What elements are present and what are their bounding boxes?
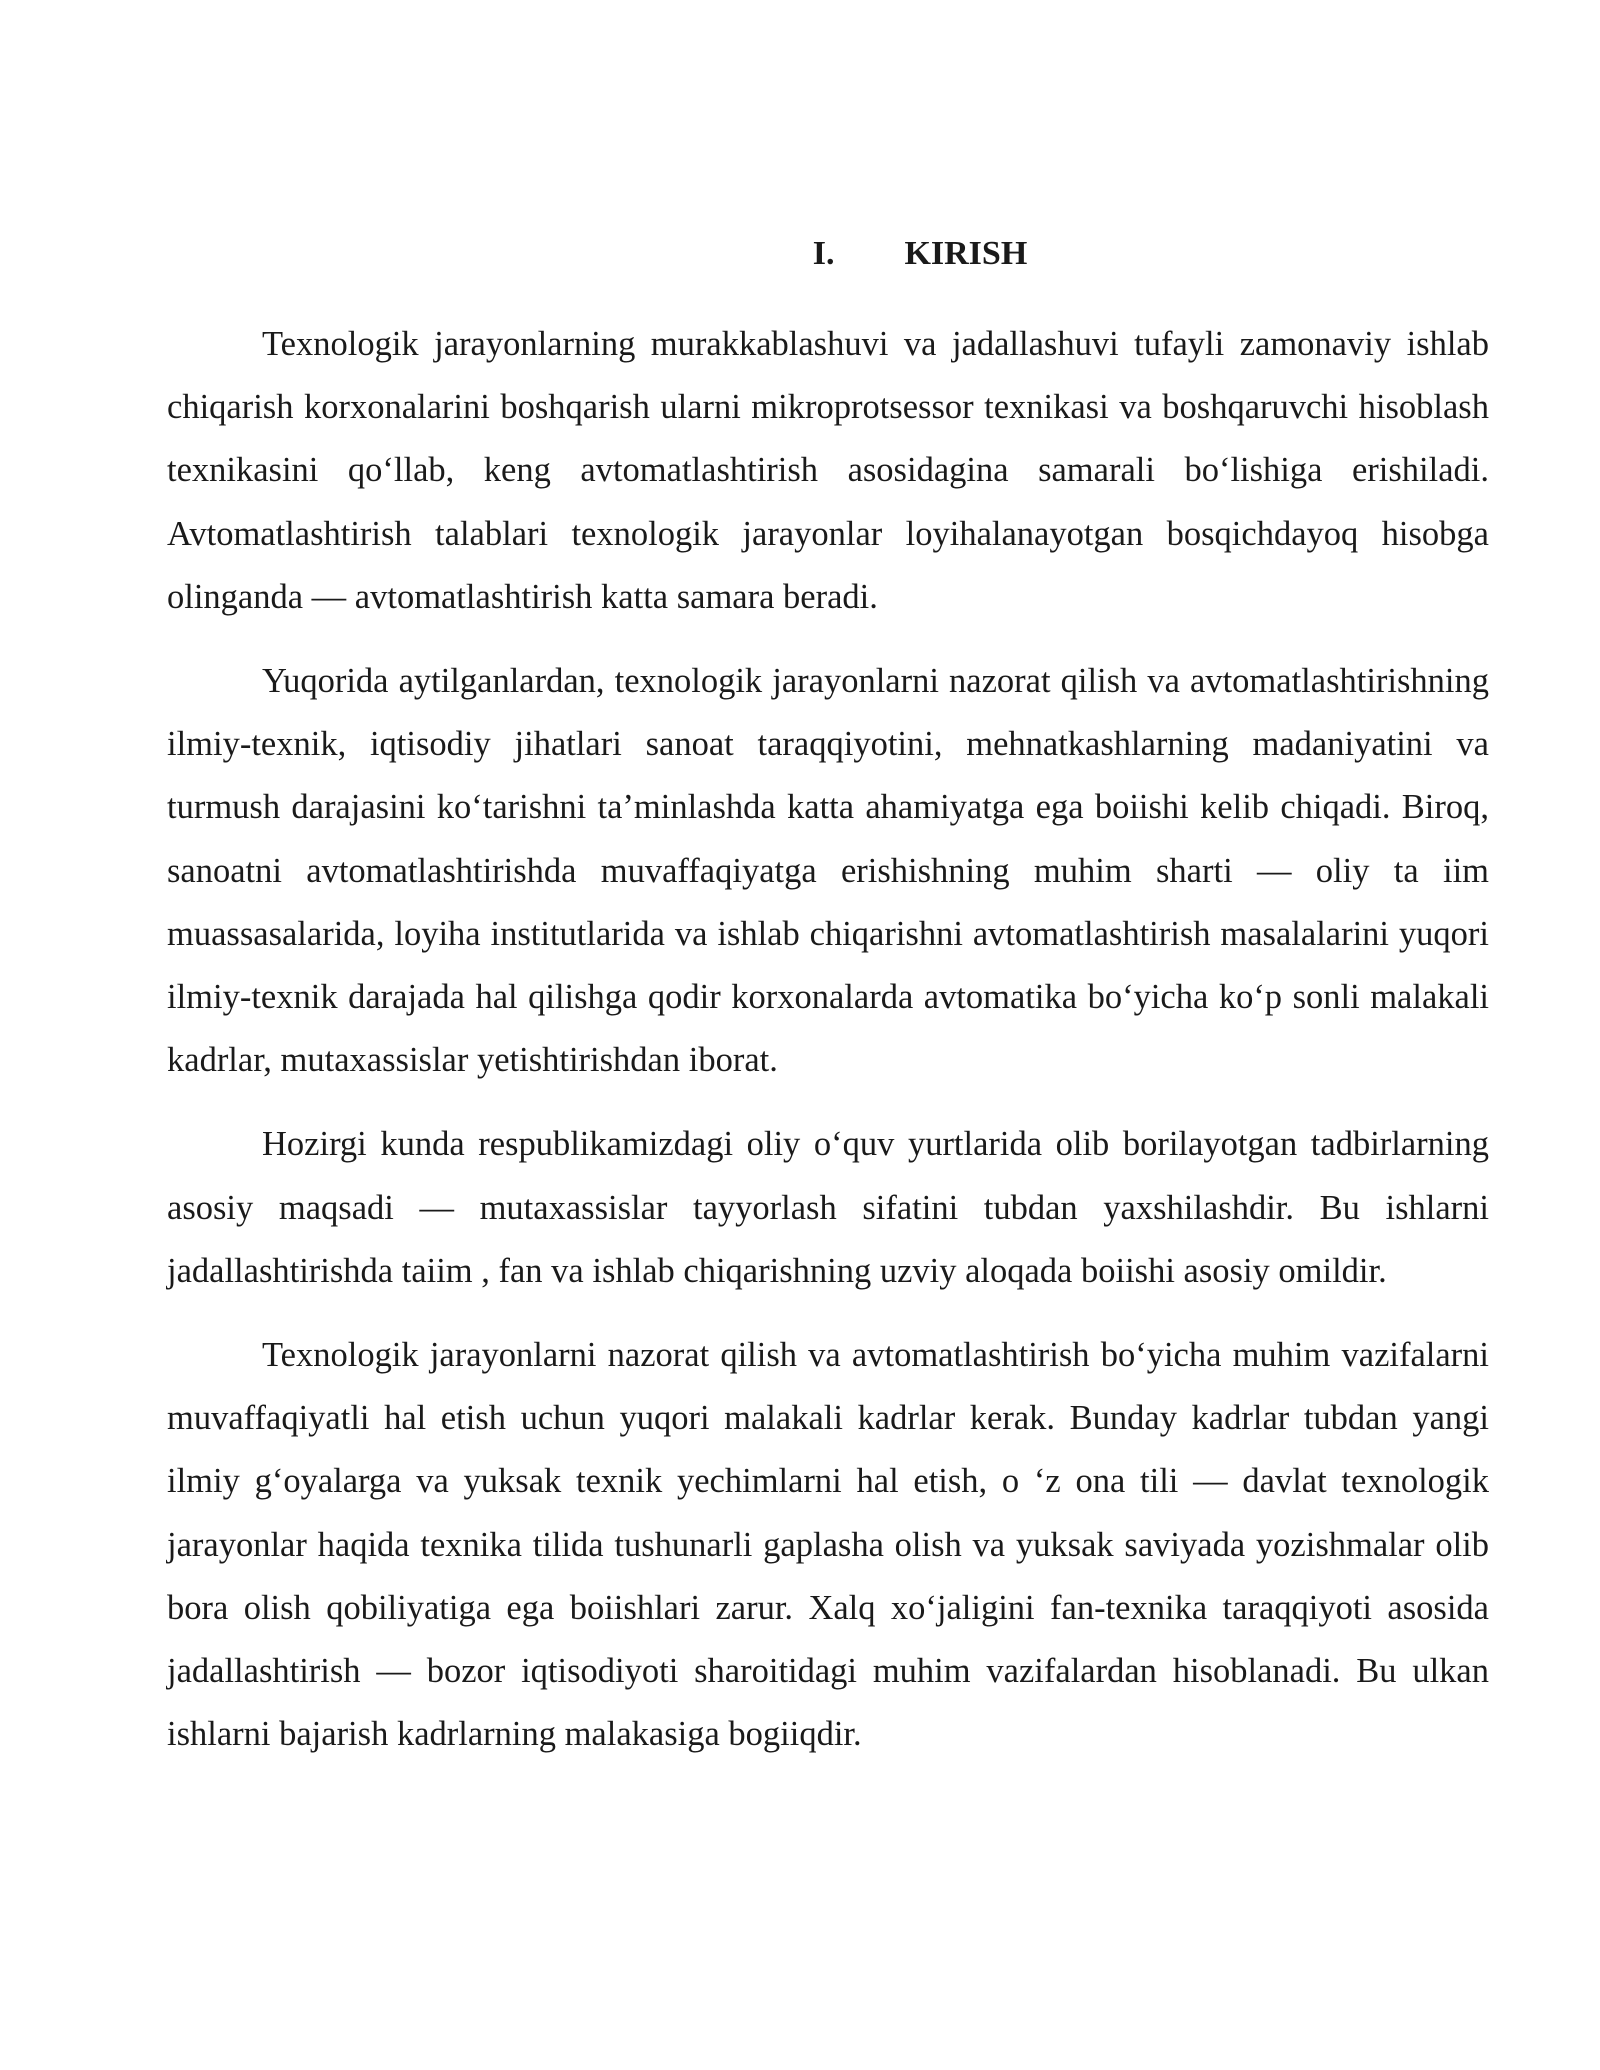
- section-number: I.: [812, 235, 835, 272]
- paragraph-1: Texnologik jarayonlarning murakkablashuvi va jadallashuvi tufayli zamonaviy ishlab chiqarish korxonalarini boshqarish ularni mikroprotsessor texnikasi va boshqaruvchi hisoblash texnikasini qo‘llab, keng avtomatlashtirish asosidagina samarali bo‘lishiga erishiladi. Avtomatlashtirish talablari texnologik jarayonlar loyihalanayotgan bosqichdayoq hisobga olinganda — avtomatlashtirish katta samara beradi.: [167, 325, 1489, 616]
- paragraph-3: Hozirgi kunda respublikamizdagi oliy o‘quv yurtlarida olib borilayotgan tadbirlarning asosiy maqsadi — mutaxassislar tayyorlash sifatini tubdan yaxshilashdir. Bu ishlarni jadallashtirishda taiim , fan va ishlab chiqarishning uzviy aloqada boiishi asosiy omildir.: [167, 1125, 1489, 1290]
- paragraph-4: Texnologik jarayonlarni nazorat qilish va avtomatlashtirish bo‘yicha muhim vazifalarni muvaffaqiyatli hal etish uchun yuqori malakali kadrlar kerak. Bunday kadrlar tubdan yangi ilmiy g‘oyalarga va yuksak texnik yechimlarni hal etish, o ‘z ona tili — davlat texnologik jarayonlar haqida texnika tilida tushunarli gaplasha olish va yuksak saviyada yozishmalar olib bora olish qobiliyatiga ega boiishlari zarur. Xalq xo‘jaligini fan-texnika taraqqiyoti asosida jadallashtirish — bozor iqtisodiyoti sharoitidagi muhim vazifalardan hisoblanadi. Bu ulkan ishlarni bajarish kadrlarning malakasiga bogiiqdir.: [167, 1336, 1489, 1754]
- paragraph-2: Yuqorida aytilganlardan, texnologik jarayonlarni nazorat qilish va avtomatlashtirishning ilmiy-texnik, iqtisodiy jihatlari sanoat taraqqiyotini, mehnatkashlarning madaniyatini va turmush darajasini ko‘tarishni ta’minlashda katta ahamiyatga ega boiishi kelib chiqadi. Biroq, sanoatni avtomatlashtirishda muvaffaqiyatga erishishning muhim sharti — oliy ta iim muassasalarida, loyiha institutlarida va ishlab chiqarishni avtomatlashtirish masalalarini yuqori ilmiy-texnik darajada hal qilishga qodir korxonalarda avtomatika bo‘yicha ko‘p sonli malakali kadrlar, mutaxassislar yetishtirishdan iborat.: [167, 662, 1489, 1080]
- body-text: [167, 313, 1489, 1787]
- section-title: KIRISH: [904, 235, 1028, 272]
- section-heading: [0, 232, 1600, 276]
